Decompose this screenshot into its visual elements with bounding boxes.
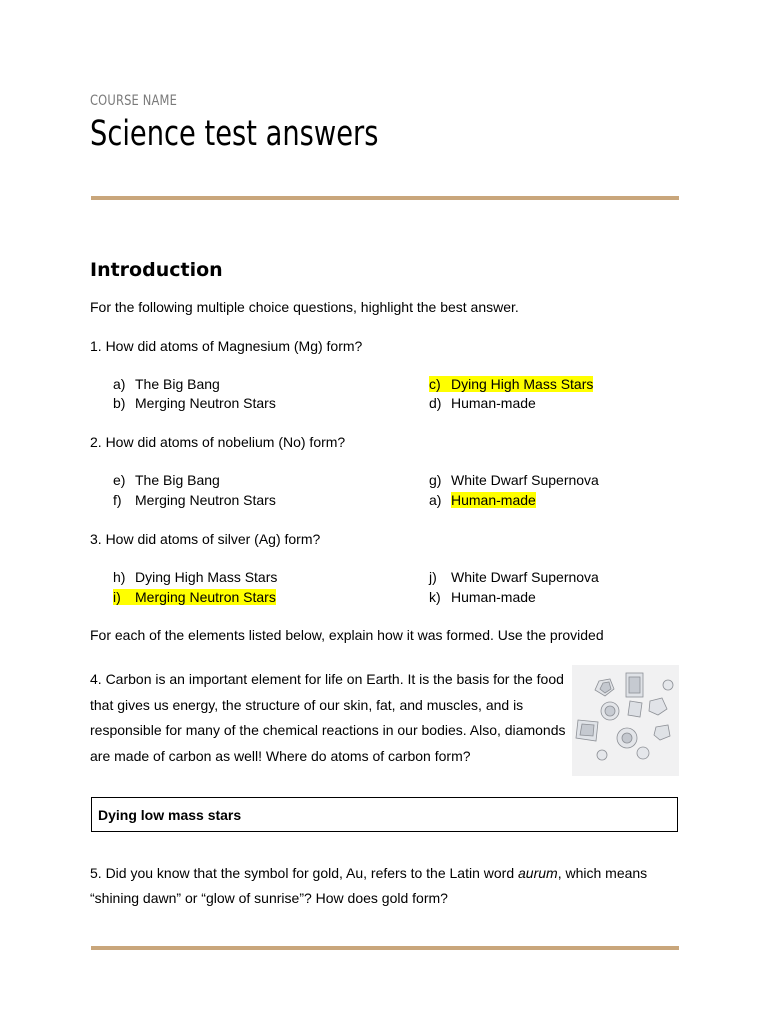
bottom-divider xyxy=(91,946,679,950)
section-heading: Introduction xyxy=(90,259,223,281)
answer-text: Dying low mass stars xyxy=(98,807,242,823)
question-3-option-j: j) White Dwarf Supernova xyxy=(429,569,599,585)
question-1-prompt: 1. How did atoms of Magnesium (Mg) form? xyxy=(90,338,363,354)
question-3-prompt: 3. How did atoms of silver (Ag) form? xyxy=(90,531,321,547)
question-5-text: 5. Did you know that the symbol for gold, Au, refers to the Latin word aurum, which means “shining dawn” or “glow of sunrise”? How does gold form? xyxy=(90,865,648,906)
question-2-option-a: a) Human-made xyxy=(429,492,536,508)
question-1-option-d: d) Human-made xyxy=(429,395,536,411)
question-1-option-c: c) Dying High Mass Stars xyxy=(429,376,594,392)
instructions-text: For the following multiple choice questions, highlight the best answer. xyxy=(90,299,519,315)
question-1-option-b: b) Merging Neutron Stars xyxy=(113,395,276,411)
question-1-option-a: a) The Big Bang xyxy=(113,376,220,392)
question-2-prompt: 2. How did atoms of nobelium (No) form? xyxy=(90,434,346,450)
question-2-option-g: g) White Dwarf Supernova xyxy=(429,472,599,488)
question-2-option-e: e) The Big Bang xyxy=(113,472,220,488)
top-divider xyxy=(91,196,679,200)
latin-word: aurum xyxy=(518,865,558,881)
diamonds-image xyxy=(572,665,679,776)
explain-instructions: For each of the elements listed below, explain how it was formed. Use the provided xyxy=(90,627,604,643)
question-3-option-h: h) Dying High Mass Stars xyxy=(113,569,278,585)
page-title: Science test answers xyxy=(90,114,379,154)
question-2-option-f: f) Merging Neutron Stars xyxy=(113,492,276,508)
answer-box[interactable] xyxy=(91,797,678,832)
question-3-option-i: i) Merging Neutron Stars xyxy=(113,589,276,605)
question-3-option-k: k) Human-made xyxy=(429,589,536,605)
course-name: COURSE NAME xyxy=(90,93,178,109)
question-4-text: 4. Carbon is an important element for life on Earth. It is the basis for the food that gives us energy, the structure of our skin, fat, and muscles, and is responsible for many of the chemical reactions in our bodies. Also, diamonds are made of carbon as well! Where do atoms of carbon form? xyxy=(90,671,566,764)
